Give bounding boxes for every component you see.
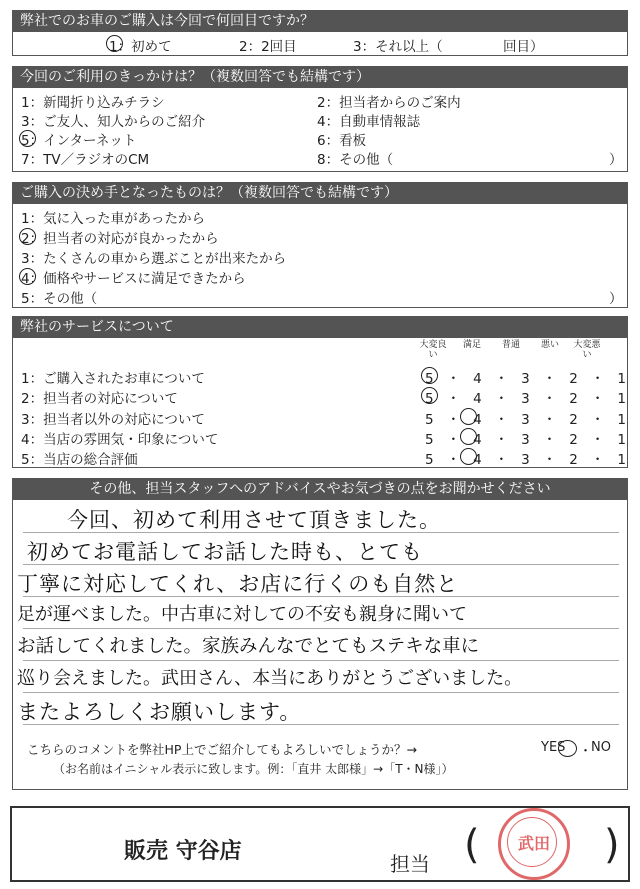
- q4-item-4-scale[interactable]: 5・4・3・2・1: [425, 432, 639, 448]
- shop-name: 販売 守谷店: [124, 839, 242, 864]
- q3-option-4[interactable]: 4：価格やサービスに満足できたから: [21, 271, 246, 287]
- q4-item-3-scale[interactable]: 5・4・3・2・1: [425, 412, 639, 428]
- q4-title: 弊社のサービスについて: [12, 316, 628, 338]
- q1-option-3-suffix: 回目）: [503, 39, 544, 55]
- q2-option-2[interactable]: 2：担当者からのご案内: [317, 95, 461, 111]
- comments-title: その他、担当スタッフへのアドバイスやお気づきの点をお聞かせください: [12, 478, 628, 500]
- staff-seal-stamp: [498, 808, 570, 880]
- q2-option-7[interactable]: 7：TV／ラジオのCM: [21, 152, 150, 168]
- q4-item-3-label: 3：担当者以外の対応について: [21, 412, 205, 428]
- answer-circle: [19, 130, 36, 147]
- answer-circle: [460, 408, 477, 425]
- rating-header-3: 普通: [501, 340, 520, 350]
- q3-body: [12, 204, 628, 308]
- comment-line-6: 巡り会えました。武田さん、本当にありがとうございました。: [17, 668, 523, 689]
- q2-option-6[interactable]: 6：看板: [317, 133, 367, 149]
- rating-header-5: 大変良い: [419, 340, 447, 360]
- q2-option-8[interactable]: 8：その他（: [317, 152, 394, 168]
- rule-line: [23, 692, 619, 693]
- q4-item-5-label: 5：当店の総合評価: [21, 452, 138, 468]
- consent-no[interactable]: NO: [591, 740, 611, 755]
- answer-circle: [106, 35, 123, 52]
- answer-circle: [19, 268, 36, 285]
- staff-close-paren: ): [604, 822, 620, 868]
- q3-option-2[interactable]: 2：担当者の対応が良かったから: [21, 231, 219, 247]
- comment-line-7: またよろしくお願いします。: [17, 700, 302, 724]
- consent-yes[interactable]: YES: [541, 740, 566, 755]
- q2-option-5[interactable]: 5：インターネット: [21, 133, 137, 149]
- staff-label: 担当: [390, 852, 430, 876]
- q2-option-1[interactable]: 1：新聞折り込みチラシ: [21, 95, 165, 111]
- answer-circle: [421, 367, 438, 384]
- answer-circle: [421, 387, 438, 404]
- answer-circle: [460, 448, 477, 465]
- rating-header-4: 満足: [462, 340, 481, 350]
- staff-open-paren: (: [464, 822, 480, 868]
- comment-line-3: 丁寧に対応してくれ、お店に行くのも自然と: [17, 572, 459, 596]
- q1-option-1[interactable]: 1：初めて: [109, 39, 172, 55]
- q2-option-8-close: ）: [609, 152, 623, 168]
- consent-question: こちらのコメントを弊社HP上でご紹介してもよろしいでしょうか？→: [27, 742, 417, 757]
- q4-item-4-label: 4：当店の雰囲気・印象について: [21, 432, 219, 448]
- q3-option-5-close: ）: [609, 291, 623, 307]
- answer-circle: [460, 428, 477, 445]
- q1-body: [12, 32, 628, 56]
- q3-option-5[interactable]: 5：その他（: [21, 291, 98, 307]
- comment-line-1: 今回、初めて利用させて頂きました。: [67, 508, 441, 532]
- answer-circle: [558, 740, 577, 757]
- rating-header-1: 大変悪い: [573, 340, 601, 360]
- comments-body[interactable]: [12, 500, 628, 790]
- q4-item-2-label: 2：担当者の対応について: [21, 391, 178, 407]
- q4-item-2-scale[interactable]: 5・4・3・2・1: [425, 391, 639, 407]
- q1-option-3[interactable]: 3：それ以上（: [353, 39, 443, 55]
- q4-item-5-scale[interactable]: 5・4・3・2・1: [425, 452, 639, 468]
- q2-option-3[interactable]: 3：ご友人、知人からのご紹介: [21, 114, 206, 130]
- q3-option-1[interactable]: 1：気に入った車があったから: [21, 211, 205, 227]
- q4-body: [12, 338, 639, 468]
- rule-line: [23, 628, 619, 629]
- q1-title: 弊社でのお車のご購入は今回で何回目ですか？: [12, 10, 628, 32]
- comment-line-2: 初めてお電話してお話した時も、とても: [27, 540, 423, 564]
- q2-option-4[interactable]: 4：自動車情報誌: [317, 114, 421, 130]
- q2-body: [12, 88, 628, 172]
- rule-line: [23, 660, 619, 661]
- consent-note: （お名前はイニシャル表示に致します。例：「直井 太郎様」→「T・N様」）: [53, 762, 454, 776]
- q3-option-3[interactable]: 3：たくさんの車から選ぶことが出来たから: [21, 251, 287, 267]
- rating-header-2: 悪い: [540, 340, 559, 350]
- q2-title: 今回のご利用のきっかけは？（複数回答でも結構です）: [12, 66, 628, 88]
- comment-line-5: お話してくれました。家族みんなでとてもステキな車に: [17, 636, 480, 657]
- q4-item-1-scale[interactable]: 5・4・3・2・1: [425, 371, 639, 387]
- q4-item-1-label: 1：ご購入されたお車について: [21, 371, 205, 387]
- answer-circle: [19, 228, 36, 245]
- stamp-name: 武田: [517, 834, 550, 853]
- q1-option-2[interactable]: 2：2回目: [239, 39, 297, 55]
- consent-separator: ・: [579, 744, 593, 759]
- q3-title: ご購入の決め手となったものは？（複数回答でも結構です）: [12, 182, 628, 204]
- comment-line-4: 足が運べました。中古車に対しての不安も親身に聞いて: [17, 604, 467, 625]
